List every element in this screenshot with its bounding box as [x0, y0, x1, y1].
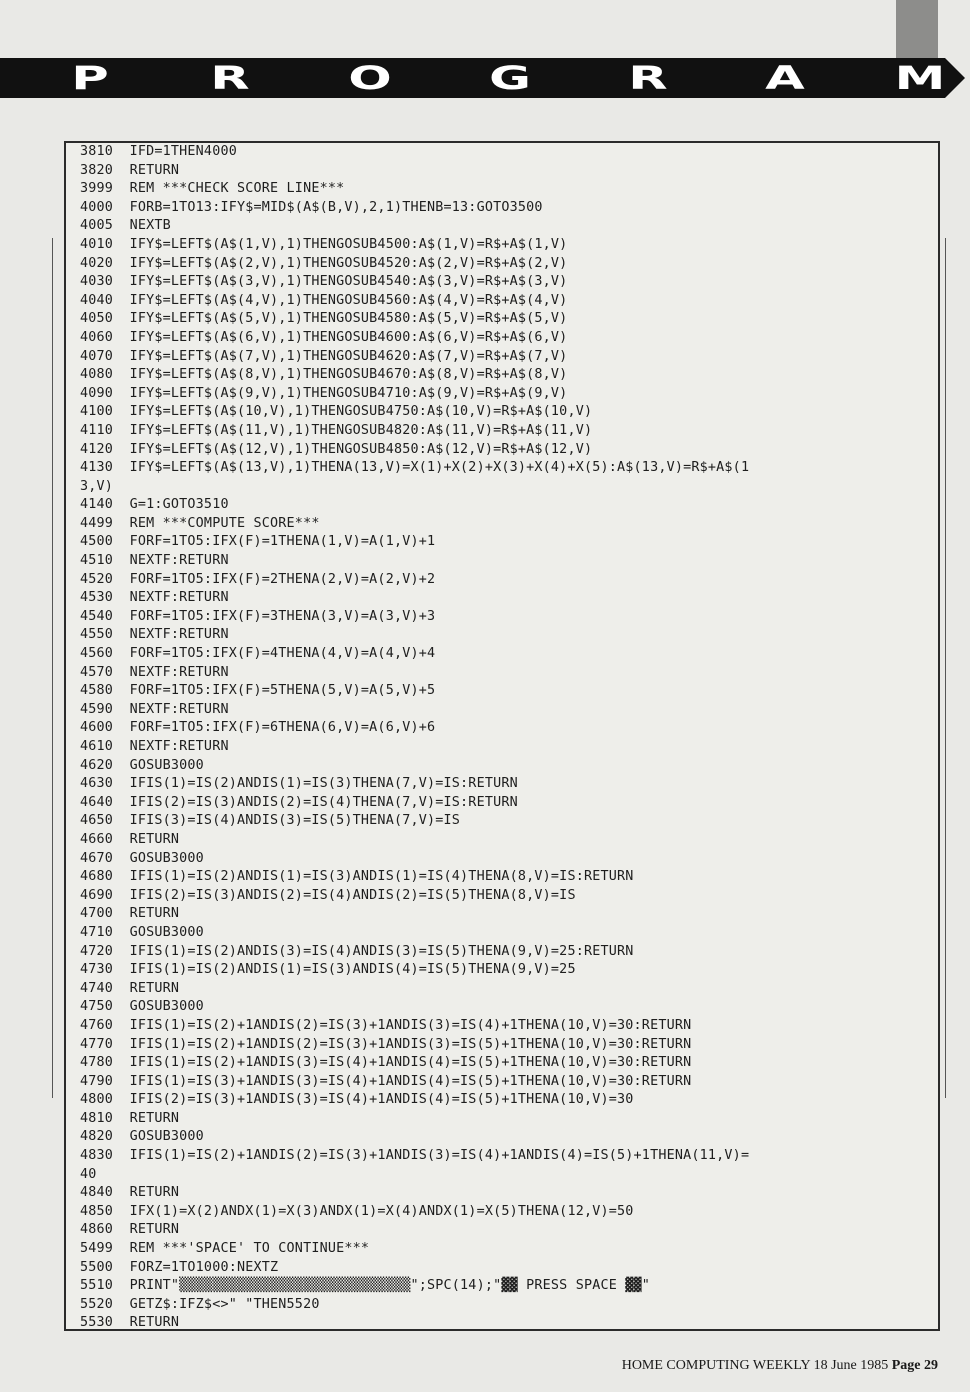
code-line: 5520 GETZ$:IFZ$<>" "THEN5520: [80, 1296, 320, 1312]
page-footer: [622, 1358, 938, 1374]
code-line: 4680 IFIS(1)=IS(2)ANDIS(1)=IS(3)ANDIS(1)=IS(4)THENA(8,V)=IS:RETURN: [80, 869, 634, 885]
banner-letter-a: A: [765, 59, 805, 97]
code-line: 3810 IFD=1THEN4000: [80, 144, 237, 159]
code-line: 4570 NEXTF:RETURN: [80, 664, 229, 680]
code-line: 3999 REM ***CHECK SCORE LINE***: [80, 181, 345, 197]
banner-letter-r2: R: [628, 59, 668, 97]
code-line: 4510 NEXTF:RETURN: [80, 553, 229, 569]
code-line: 4550 NEXTF:RETURN: [80, 627, 229, 643]
code-line: 4560 FORF=1TO5:IFX(F)=4THENA(4,V)=A(4,V)+4: [80, 646, 436, 662]
code-line: 4730 IFIS(1)=IS(2)ANDIS(1)=IS(3)ANDIS(4)=IS(5)THENA(9,V)=25: [80, 962, 576, 978]
code-line: 4800 IFIS(2)=IS(3)+1ANDIS(3)=IS(4)+1ANDIS(4)=IS(5)+1THENA(10,V)=30: [80, 1092, 634, 1108]
code-line: 4070 IFY$=LEFT$(A$(7,V),1)THENGOSUB4620:A$(7,V)=R$+A$(7,V): [80, 348, 568, 364]
code-line: 4650 IFIS(3)=IS(4)ANDIS(3)=IS(5)THENA(7,V)=IS: [80, 813, 461, 829]
code-line: 4110 IFY$=LEFT$(A$(11,V),1)THENGOSUB4820:A$(11,V)=R$+A$(11,V): [80, 422, 593, 438]
program-banner: [0, 58, 970, 98]
code-line: 4580 FORF=1TO5:IFX(F)=5THENA(5,V)=A(5,V)+5: [80, 683, 436, 699]
code-line: 5530 RETURN: [80, 1315, 180, 1331]
banner-letter-m: M: [894, 59, 946, 97]
right-margin-rule: [945, 238, 946, 1098]
code-line: 3820 RETURN: [80, 162, 180, 178]
code-line: 4050 IFY$=LEFT$(A$(5,V),1)THENGOSUB4580:A$(5,V)=R$+A$(5,V): [80, 311, 568, 327]
code-line: 4760 IFIS(1)=IS(2)+1ANDIS(2)=IS(3)+1ANDIS(3)=IS(4)+1THENA(10,V)=30:RETURN: [80, 1017, 692, 1033]
code-line: 4840 RETURN: [80, 1185, 180, 1201]
code-line: 4810 RETURN: [80, 1110, 180, 1126]
code-line: 4080 IFY$=LEFT$(A$(8,V),1)THENGOSUB4670:A$(8,V)=R$+A$(8,V): [80, 367, 568, 383]
code-line: 4780 IFIS(1)=IS(2)+1ANDIS(3)=IS(4)+1ANDIS(4)=IS(5)+1THENA(10,V)=30:RETURN: [80, 1055, 692, 1071]
code-line: 4660 RETURN: [80, 831, 180, 847]
code-line: 4740 RETURN: [80, 980, 180, 996]
code-line: 4590 NEXTF:RETURN: [80, 701, 229, 717]
program-listing: [80, 143, 930, 1333]
code-line: 4010 IFY$=LEFT$(A$(1,V),1)THENGOSUB4500:A$(1,V)=R$+A$(1,V): [80, 236, 568, 252]
code-line: 5500 FORZ=1TO1000:NEXTZ: [80, 1259, 279, 1275]
code-line: 4860 RETURN: [80, 1222, 180, 1238]
code-line: 4500 FORF=1TO5:IFX(F)=1THENA(1,V)=A(1,V)+1: [80, 534, 436, 550]
banner-letter-p: P: [71, 59, 109, 97]
banner-letter-g: G: [488, 59, 531, 97]
code-line: 4670 GOSUB3000: [80, 850, 204, 866]
code-line: 4820 GOSUB3000: [80, 1129, 204, 1145]
code-line: 4750 GOSUB3000: [80, 999, 204, 1015]
code-line: 4030 IFY$=LEFT$(A$(3,V),1)THENGOSUB4540:A$(3,V)=R$+A$(3,V): [80, 274, 568, 290]
code-line: 4530 NEXTF:RETURN: [80, 590, 229, 606]
corner-tab: [896, 0, 938, 58]
code-line: 4830 IFIS(1)=IS(2)+1ANDIS(2)=IS(3)+1ANDIS(3)=IS(4)+1ANDIS(4)=IS(5)+1THENA(11,V)=: [80, 1148, 750, 1164]
banner-letter-r: R: [210, 59, 250, 97]
code-line: 4499 REM ***COMPUTE SCORE***: [80, 515, 320, 531]
banner-letters: [0, 58, 970, 98]
code-line: 40: [80, 1166, 97, 1182]
code-line: 4060 IFY$=LEFT$(A$(6,V),1)THENGOSUB4600:A$(6,V)=R$+A$(6,V): [80, 329, 568, 345]
code-line: 4540 FORF=1TO5:IFX(F)=3THENA(3,V)=A(3,V)+3: [80, 608, 436, 624]
code-line: 4790 IFIS(1)=IS(3)+1ANDIS(3)=IS(4)+1ANDIS(4)=IS(5)+1THENA(10,V)=30:RETURN: [80, 1073, 692, 1089]
code-line: 4770 IFIS(1)=IS(2)+1ANDIS(2)=IS(3)+1ANDIS(3)=IS(5)+1THENA(10,V)=30:RETURN: [80, 1036, 692, 1052]
code-line: 4130 IFY$=LEFT$(A$(13,V),1)THENA(13,V)=X(1)+X(2)+X(3)+X(4)+X(5):A$(13,V)=R$+A$(1: [80, 460, 750, 476]
code-line: 4720 IFIS(1)=IS(2)ANDIS(3)=IS(4)ANDIS(3)=IS(5)THENA(9,V)=25:RETURN: [80, 943, 634, 959]
code-line: 4610 NEXTF:RETURN: [80, 739, 229, 754]
code-line: 4700 RETURN: [80, 906, 180, 922]
code-line: 4600 FORF=1TO5:IFX(F)=6THENA(6,V)=A(6,V)+6: [80, 720, 436, 736]
code-line: 4000 FORB=1TO13:IFY$=MID$(A$(B,V),2,1)THENB=13:GOTO3500: [80, 199, 543, 215]
code-line: 4090 IFY$=LEFT$(A$(9,V),1)THENGOSUB4710:A$(9,V)=R$+A$(9,V): [80, 385, 568, 401]
code-line: 4020 IFY$=LEFT$(A$(2,V),1)THENGOSUB4520:A$(2,V)=R$+A$(2,V): [80, 255, 568, 271]
code-line: 4710 GOSUB3000: [80, 924, 204, 940]
left-margin-rule: [52, 238, 53, 1098]
code-line: 4120 IFY$=LEFT$(A$(12,V),1)THENGOSUB4850:A$(12,V)=R$+A$(12,V): [80, 441, 593, 457]
code-line: 4690 IFIS(2)=IS(3)ANDIS(2)=IS(4)ANDIS(2)=IS(5)THENA(8,V)=IS: [80, 887, 576, 903]
code-line: 3,V): [80, 478, 114, 494]
code-line: 4620 GOSUB3000: [80, 757, 204, 773]
code-line: 4850 IFX(1)=X(2)ANDX(1)=X(3)ANDX(1)=X(4)ANDX(1)=X(5)THENA(12,V)=50: [80, 1203, 634, 1219]
code-line: 4100 IFY$=LEFT$(A$(10,V),1)THENGOSUB4750:A$(10,V)=R$+A$(10,V): [80, 404, 593, 420]
code-line: 5499 REM ***'SPACE' TO CONTINUE***: [80, 1241, 370, 1257]
code-line: 4630 IFIS(1)=IS(2)ANDIS(1)=IS(3)THENA(7,V)=IS:RETURN: [80, 776, 518, 792]
banner-letter-o: O: [348, 59, 392, 97]
code-line: 4140 G=1:GOTO3510: [80, 497, 229, 513]
code-line: 4640 IFIS(2)=IS(3)ANDIS(2)=IS(4)THENA(7,V)=IS:RETURN: [80, 794, 518, 810]
page-number: Page 29: [891, 1358, 938, 1373]
code-line: 4005 NEXTB: [80, 218, 171, 234]
code-line: 4520 FORF=1TO5:IFX(F)=2THENA(2,V)=A(2,V)+2: [80, 571, 436, 587]
code-line: 5510 PRINT"▒▒▒▒▒▒▒▒▒▒▒▒▒▒▒▒▒▒▒▒▒▒▒▒▒▒▒▒";SPC(14);"▓▓ PRESS SPACE ▓▓": [80, 1278, 651, 1294]
code-line: 4040 IFY$=LEFT$(A$(4,V),1)THENGOSUB4560:A$(4,V)=R$+A$(4,V): [80, 292, 568, 308]
publication-line: HOME COMPUTING WEEKLY 18 June 1985: [621, 1358, 889, 1373]
